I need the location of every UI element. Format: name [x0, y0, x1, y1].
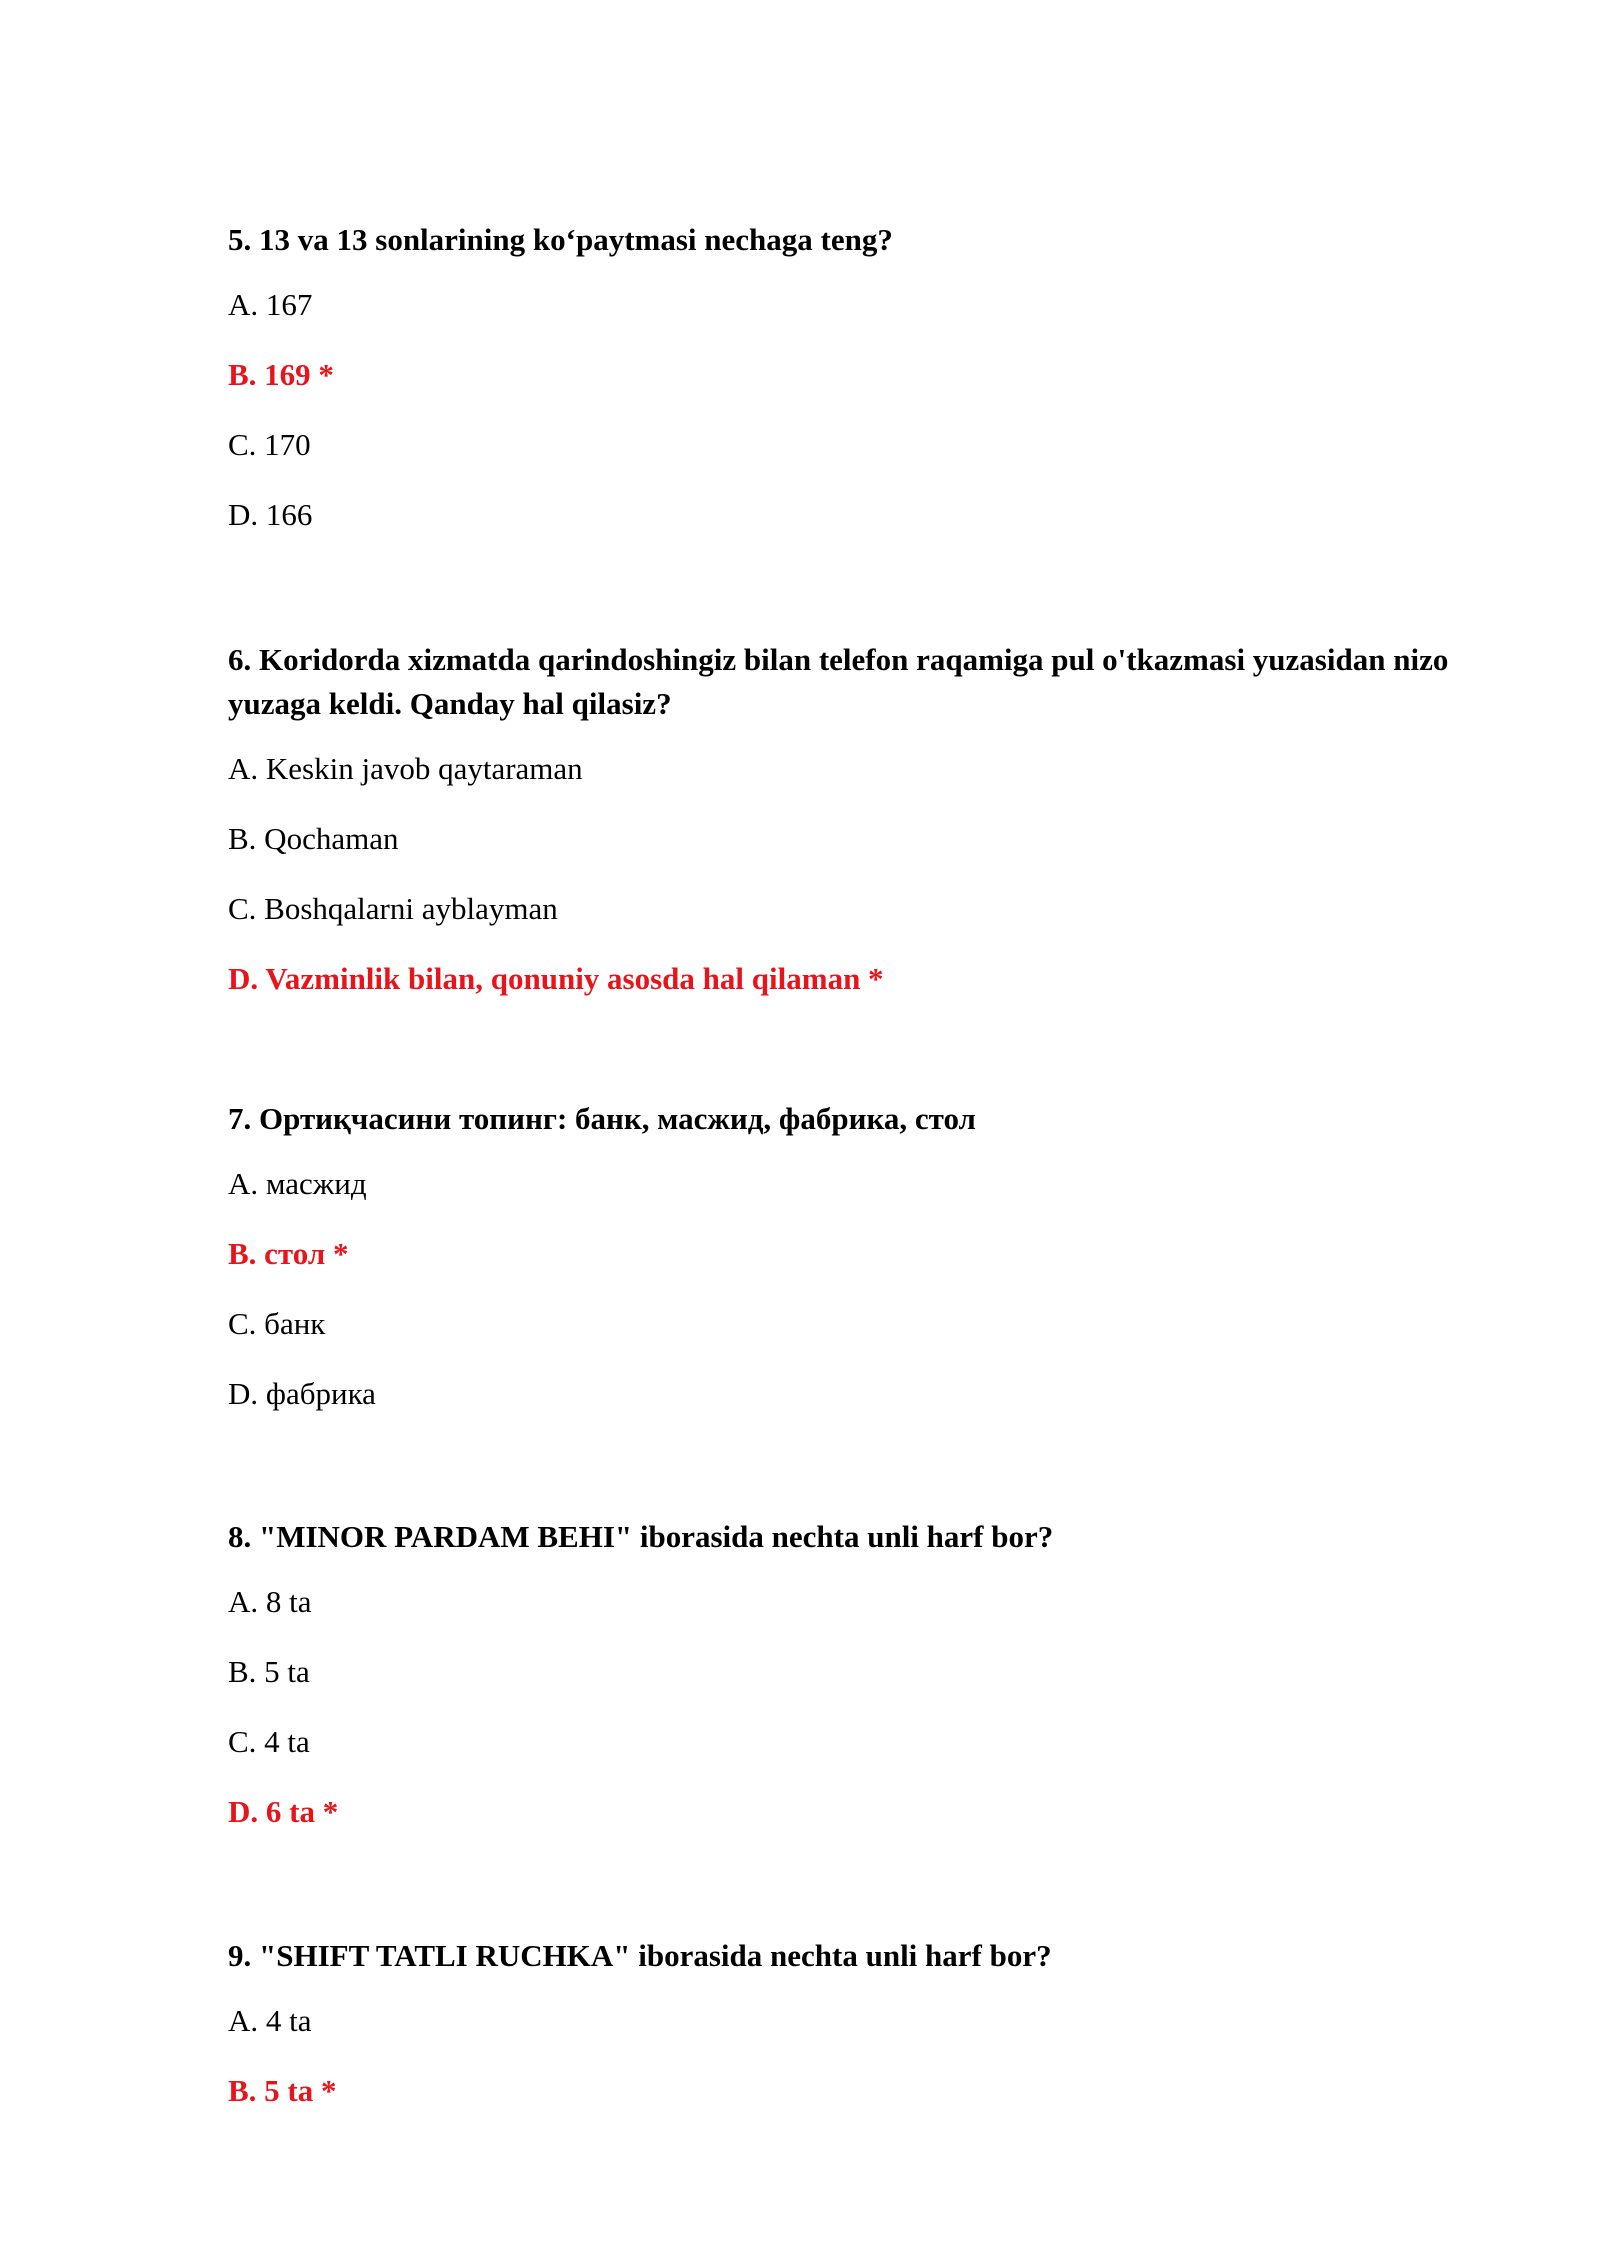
question-7-option-a: A. масжид	[228, 1166, 367, 1201]
question-6-option-c: C. Boshqalarni ayblayman	[228, 891, 558, 926]
question-6	[228, 638, 1458, 998]
question-9-option-a: A. 4 ta	[228, 2003, 312, 2038]
question-7-option-b-correct: B. стол *	[228, 1236, 349, 1271]
question-6-text: 6. Koridorda xizmatda qarindoshingiz bilan telefon raqamiga pul o'tkazmasi yuzasidan nizo yuzaga keldi. Qanday hal qilasiz?	[228, 642, 1449, 721]
question-6-option-a: A. Keskin javob qaytaraman	[228, 751, 583, 786]
question-5-option-d: D. 166	[228, 497, 313, 532]
question-8-option-a: A. 8 ta	[228, 1584, 312, 1619]
question-6-option-b: B. Qochaman	[228, 821, 399, 856]
question-5	[228, 218, 1458, 534]
question-7	[228, 1097, 1458, 1413]
question-6-option-d-correct: D. Vazminlik bilan, qonuniy asosda hal qilaman *	[228, 961, 884, 996]
question-5-text: 5. 13 va 13 sonlarining ko‘paytmasi nechaga teng?	[228, 222, 893, 257]
question-8-text: 8. "MINOR PARDAM BEHI" iborasida nechta unli harf bor?	[228, 1519, 1054, 1554]
question-7-option-c: C. банк	[228, 1306, 326, 1341]
question-9	[228, 1934, 1458, 2110]
question-5-option-b-correct: B. 169 *	[228, 357, 334, 392]
question-9-option-b-correct: B. 5 ta *	[228, 2073, 337, 2108]
question-8-option-c: C. 4 ta	[228, 1724, 310, 1759]
question-8	[228, 1515, 1458, 1831]
question-5-option-c: C. 170	[228, 427, 311, 462]
question-8-option-b: B. 5 ta	[228, 1654, 310, 1689]
question-7-option-d: D. фабрика	[228, 1376, 376, 1411]
question-9-text: 9. "SHIFT TATLI RUCHKA" iborasida nechta unli harf bor?	[228, 1938, 1052, 1973]
question-5-option-a: A. 167	[228, 287, 313, 322]
question-7-text: 7. Ортиқчасини топинг: банк, масжид, фабрика, стол	[228, 1101, 976, 1136]
question-8-option-d-correct: D. 6 ta *	[228, 1794, 339, 1829]
